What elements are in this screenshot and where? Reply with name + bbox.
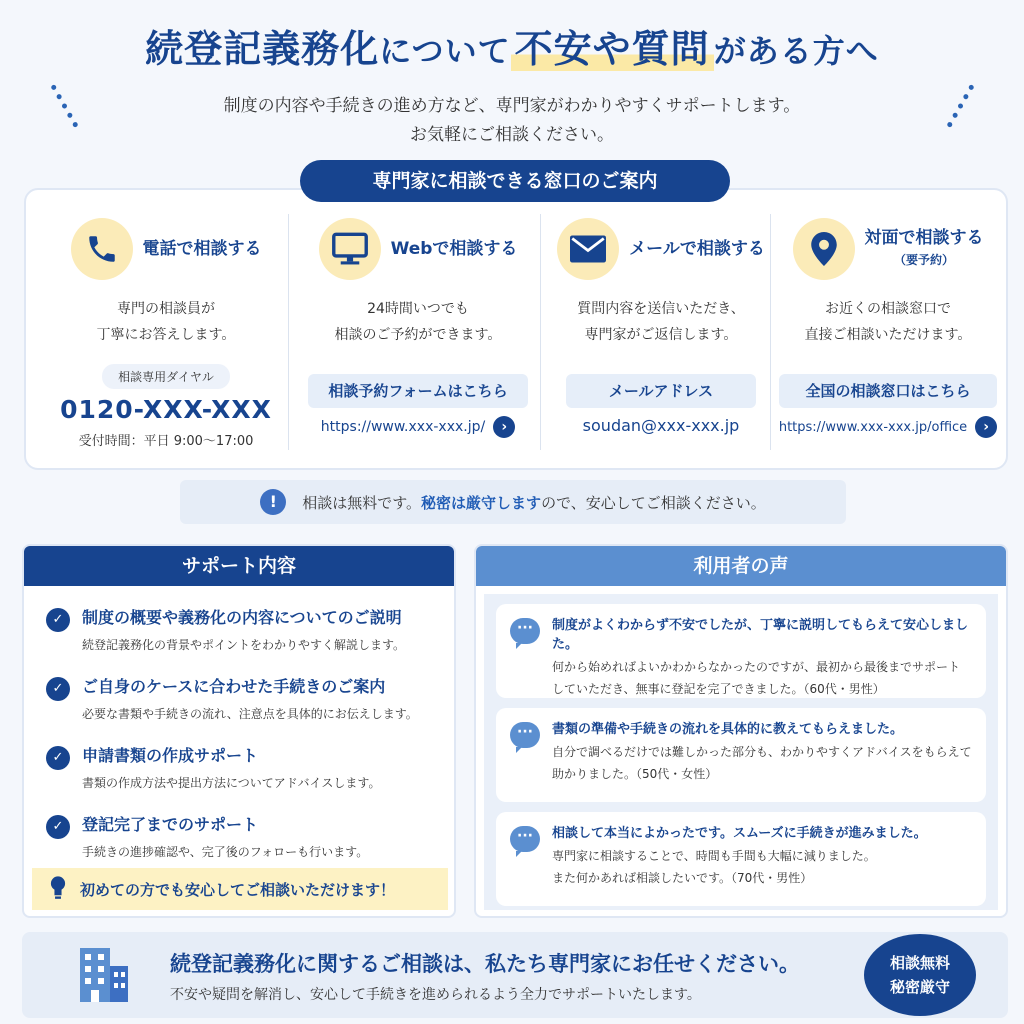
web-url-text: https://www.xxx-xxx.jp/ xyxy=(320,419,486,435)
speech-bubble-icon: ··· xyxy=(510,826,540,852)
visit-desc-line-1: お近くの相談窓口で xyxy=(825,301,951,317)
support-item xyxy=(24,675,454,722)
visit-url-link[interactable] xyxy=(776,416,1000,438)
phone-contact-column xyxy=(44,216,288,452)
check-icon: ✓ xyxy=(46,815,70,839)
support-list xyxy=(24,586,454,860)
contact-section-title: 専門家に相談できる窓口のご案内 xyxy=(300,160,730,202)
page-header xyxy=(0,18,1024,150)
free-confidential-seal xyxy=(864,934,976,1016)
title-part-4: がある方へ xyxy=(713,32,879,70)
reservation-form-button[interactable]: 相談予約フォームはこちら xyxy=(308,374,528,408)
voice-line-1: 何から始めればよいかわからなかったのですが、最初から最後までサポート xyxy=(552,660,961,674)
tip-text: 初めての方でも安心してご相談いただけます！ xyxy=(80,880,396,899)
visit-title xyxy=(865,227,984,271)
phone-icon xyxy=(71,218,133,280)
mail-title: メールで相談する xyxy=(629,239,765,259)
voice-title: 制度がよくわからず不安でしたが、丁寧に説明してもらえて安心しました。 xyxy=(552,618,969,652)
title-part-2: について xyxy=(379,32,511,70)
voices-panel xyxy=(474,544,1008,918)
web-contact-column xyxy=(296,216,540,452)
support-item-title: 制度の概要や義務化の内容についてのご説明 xyxy=(82,608,402,627)
mail-icon xyxy=(557,218,619,280)
footer-subtitle: 不安や疑問を解消し、安心して手続きを進められるよう全力でサポートいたします。 xyxy=(170,987,701,1003)
contact-section xyxy=(24,188,1008,470)
notice-text-1: 相談は無料です。 xyxy=(302,493,422,512)
notice-banner xyxy=(180,480,846,524)
mail-address-link[interactable] xyxy=(546,416,776,435)
visit-title-text: 対面で相談する xyxy=(864,228,984,248)
support-item xyxy=(24,813,454,860)
visit-note: （要予約） xyxy=(893,253,954,267)
voices-list xyxy=(484,594,998,910)
page-title xyxy=(0,18,1024,82)
voice-line-2: していただき、無事に登記を完了できました。（60代・男性） xyxy=(552,682,885,696)
notice-emphasis: 秘密は厳守します xyxy=(421,493,542,512)
monitor-icon xyxy=(319,218,381,280)
arrow-right-icon[interactable]: › xyxy=(493,416,515,438)
visit-contact-column xyxy=(776,216,1000,452)
phone-desc-line-2: 丁寧にお答えします。 xyxy=(96,327,236,343)
tip-banner xyxy=(32,868,448,910)
location-pin-icon xyxy=(793,218,855,280)
office-list-button[interactable]: 全国の相談窓口はこちら xyxy=(779,374,997,408)
check-icon: ✓ xyxy=(46,608,70,632)
building-icon xyxy=(78,946,130,1008)
support-item-desc: 手続きの進捗確認や、完了後のフォローも行います。 xyxy=(82,845,369,859)
voice-text xyxy=(552,656,974,700)
support-item-title: 登記完了までのサポート xyxy=(82,815,259,834)
support-item-desc: 続登記義務化の背景やポイントをわかりやすく解説します。 xyxy=(82,638,406,652)
column-divider xyxy=(288,214,289,450)
phone-title: 電話で相談する xyxy=(142,239,262,259)
support-item-title: 申請書類の作成サポート xyxy=(82,746,259,765)
footer-banner xyxy=(22,932,1008,1018)
voices-panel-title: 利用者の声 xyxy=(476,546,1006,586)
voice-card xyxy=(496,604,986,698)
mail-address-text: soudan@xxx-xxx.jp xyxy=(582,416,740,435)
voice-title: 書類の準備や手続きの流れを具体的に教えてもらえました。 xyxy=(552,722,904,737)
check-icon: ✓ xyxy=(46,677,70,701)
check-icon: ✓ xyxy=(46,746,70,770)
web-title: Webで相談する xyxy=(390,239,518,259)
mail-description xyxy=(546,296,776,348)
voice-text xyxy=(552,741,974,785)
web-url-link[interactable] xyxy=(296,416,540,438)
support-panel-title: サポート内容 xyxy=(24,546,454,586)
speech-bubble-icon: ··· xyxy=(510,618,540,644)
business-hours: 受付時間：平日 9:00〜17:00 xyxy=(78,434,254,449)
visit-desc-line-2: 直接ご相談いただけます。 xyxy=(804,327,972,343)
support-item xyxy=(24,606,454,653)
visit-url-text: https://www.xxx-xxx.jp/office xyxy=(778,419,968,435)
title-highlight: 不安や質問 xyxy=(511,27,714,71)
web-description xyxy=(296,296,540,348)
seal-line-2: 秘密厳守 xyxy=(889,978,950,996)
phone-description xyxy=(44,296,288,348)
voice-line-1: 自分で調べるだけでは難しかった部分も、わかりやすくアドバイスをもらえて xyxy=(552,745,972,759)
mail-address-label: メールアドレス xyxy=(566,374,756,408)
voice-text xyxy=(552,845,974,889)
voice-line-1: 専門家に相談することで、時間も手間も大幅に減りました。 xyxy=(552,849,876,863)
lightbulb-icon xyxy=(48,874,68,904)
page-subtitle xyxy=(0,92,1024,150)
mail-desc-line-1: 質問内容を送信いただき、 xyxy=(577,301,745,317)
voice-line-2: また何かあれば相談したいです。（70代・男性） xyxy=(552,871,813,885)
speech-bubble-icon: ··· xyxy=(510,722,540,748)
title-part-1: 続登記義務化 xyxy=(145,27,380,71)
phone-number-link[interactable]: 0120-XXX-XXX xyxy=(60,395,272,424)
column-divider xyxy=(540,214,541,450)
dial-label: 相談専用ダイヤル xyxy=(102,364,230,389)
mail-contact-column xyxy=(546,216,776,452)
exclamation-icon: ! xyxy=(260,489,286,515)
arrow-right-icon[interactable]: › xyxy=(975,416,997,438)
support-item-title: ご自身のケースに合わせた手続きのご案内 xyxy=(82,677,386,696)
subtitle-line-1: 制度の内容や手続きの進め方など、専門家がわかりやすくサポートします。 xyxy=(223,96,801,116)
web-desc-line-2: 相談のご予約ができます。 xyxy=(334,327,502,343)
voice-card xyxy=(496,812,986,906)
support-item-desc: 必要な書類や手続きの流れ、注意点を具体的にお伝えします。 xyxy=(82,707,418,721)
footer-title: 続登記義務化に関するご相談は、私たち専門家にお任せください。 xyxy=(170,952,800,976)
voice-card xyxy=(496,708,986,802)
phone-desc-line-1: 専門の相談員が xyxy=(117,301,215,317)
visit-description xyxy=(776,296,1000,348)
support-item xyxy=(24,744,454,791)
voice-line-2: 助かりました。（50代・女性） xyxy=(552,767,718,781)
voice-title: 相談して本当によかったです。スムーズに手続きが進みました。 xyxy=(552,826,927,841)
support-panel xyxy=(22,544,456,918)
seal-line-1: 相談無料 xyxy=(889,954,950,972)
support-item-desc: 書類の作成方法や提出方法についてアドバイスします。 xyxy=(82,776,381,790)
web-desc-line-1: 24時間いつでも xyxy=(367,301,469,317)
subtitle-line-2: お気軽にご相談ください。 xyxy=(410,125,614,145)
mail-desc-line-2: 専門家がご返信します。 xyxy=(584,327,738,343)
notice-text-2: ので、安心してご相談ください。 xyxy=(541,493,766,512)
